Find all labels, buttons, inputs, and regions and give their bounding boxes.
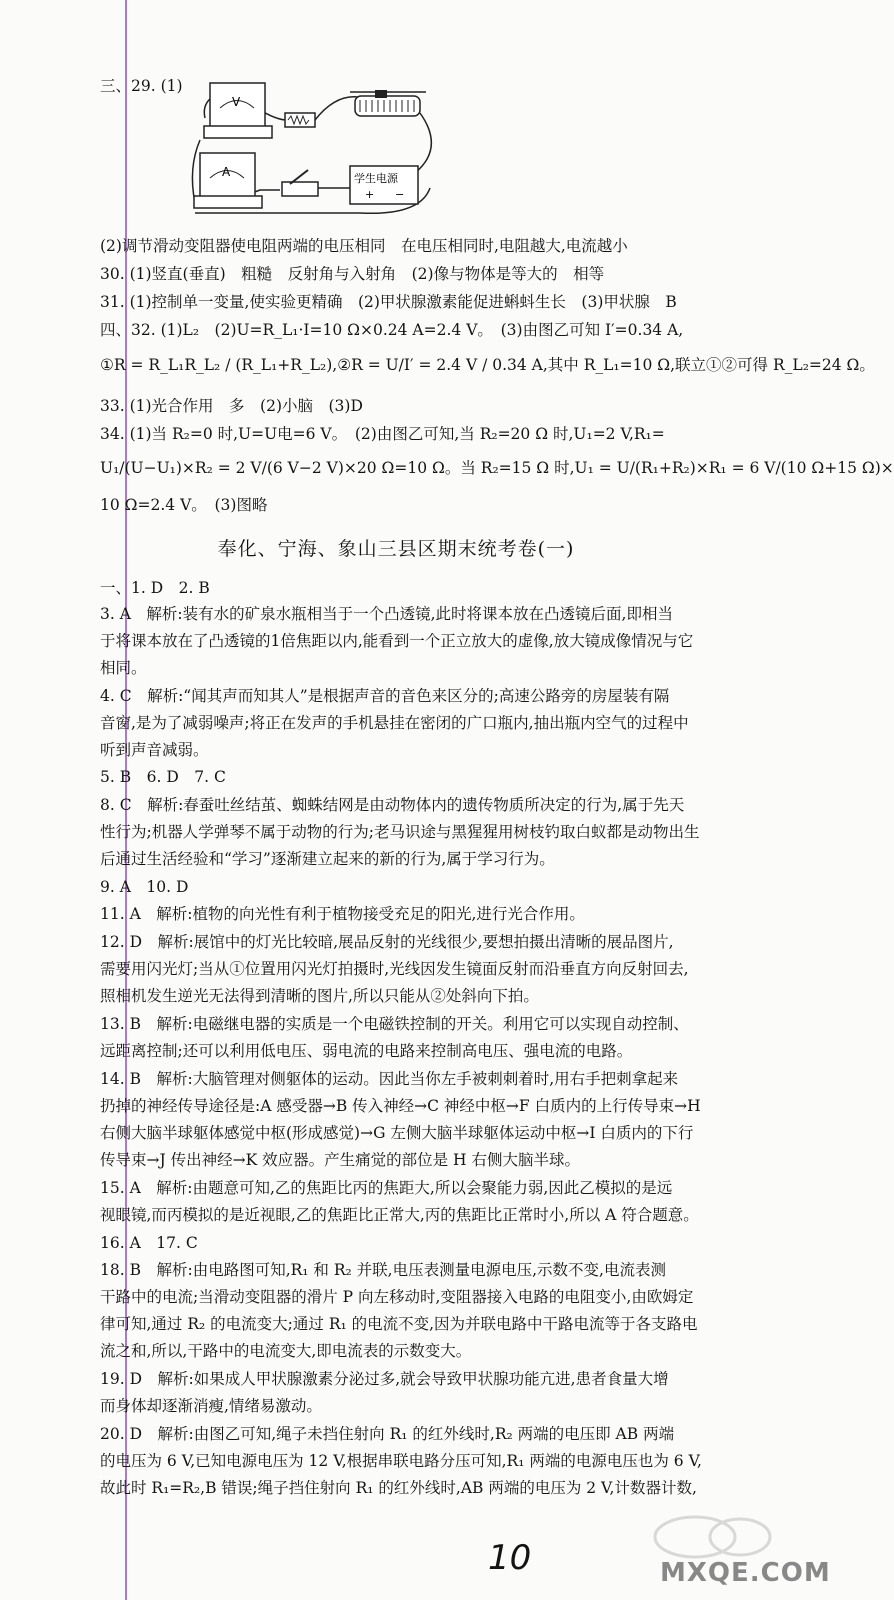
- text-line-a3-2: 于将课本放在了凸透镜的1倍焦距以内,能看到一个正立放大的虚像,放大镜成像情况与它: [100, 632, 694, 650]
- svg-text:+: +: [365, 188, 375, 201]
- text-line-a18-2: 干路中的电流;当滑动变阻器的滑片 P 向左移动时,变阻器接入电路的电阻变小,由欧姆定: [100, 1288, 694, 1306]
- text-line-a14-1: 14. B 解析:大脑管理对侧躯体的运动。因此当你左手被刺刺着时,用右手把刺拿起来: [100, 1070, 679, 1088]
- text-line-a3-3: 相同。: [100, 659, 147, 677]
- text-line-q32-2: ①R = R_L₁R_L₂ / (R_L₁+R_L₂),②R = U/I′ = 2.4 V / 0.34 A,其中 R_L₁=10 Ω,联立①②可得 R_L₂=24 Ω。: [100, 356, 875, 374]
- voltmeter-label: V: [232, 95, 241, 109]
- circuit-diagram: [190, 78, 440, 218]
- text-line-a14-3: 右侧大脑半球躯体感觉中枢(形成感觉)→G 左侧大脑半球躯体运动中枢→I 白质内的下行: [100, 1124, 694, 1142]
- text-line-a8-3: 后通过生活经验和“学习”逐渐建立起来的新的行为,属于学习行为。: [100, 850, 555, 868]
- text-line-a4-1: 4. C 解析:“闻其声而知其人”是根据声音的音色来区分的;高速公路旁的房屋装有隔: [100, 687, 670, 705]
- text-line-a13-2: 远距离控制;还可以利用低电压、弱电流的电路来控制高电压、强电流的电路。: [100, 1042, 633, 1060]
- voltmeter: [204, 83, 272, 138]
- ammeter: [194, 153, 262, 208]
- text-line-a18-3: 律可知,通过 R₂ 的电流变大;通过 R₁ 的电流不变,因为并联电路中干路电流等于各支路电: [100, 1315, 698, 1333]
- text-line-a14-4: 传导束→J 传出神经→K 效应器。产生痛觉的部位是 H 右侧大脑半球。: [100, 1151, 580, 1169]
- svg-text:−: −: [395, 188, 405, 201]
- page-number: 10: [488, 1538, 532, 1578]
- text-line-q34-1: 34. (1)当 R₂=0 时,U=U电=6 V。 (2)由图乙可知,当 R₂=20 Ω 时,U₁=2 V,R₁=: [100, 425, 665, 443]
- text-line-q29-1: 三、29. (1): [100, 77, 183, 95]
- text-line-a8-2: 性行为;机器人学弹琴不属于动物的行为;老马识途与黑猩猩用树枝钓取白蚁都是动物出生: [100, 823, 700, 841]
- text-line-a16: 16. A 17. C: [100, 1234, 198, 1252]
- text-line-a4-3: 听到声音减弱。: [100, 741, 209, 759]
- text-line-a20-3: 故此时 R₁=R₂,B 错误;绳子挡住射向 R₁ 的红外线时,AB 两端的电压为 2 V,计数器计数,: [100, 1479, 697, 1497]
- exam-title: 奉化、宁海、象山三县区期末统考卷(一): [217, 538, 575, 560]
- text-line-q32-1: 四、32. (1)L₂ (2)U=R_L₁·I=10 Ω×0.24 A=2.4 V。 (3)由图乙可知 I′=0.34 A,: [100, 321, 684, 339]
- text-line-a15-1: 15. A 解析:由题意可知,乙的焦距比丙的焦距大,所以会聚能力弱,因此乙模拟的是远: [100, 1179, 673, 1197]
- text-line-a9: 9. A 10. D: [100, 878, 189, 896]
- text-line-a1: 一、1. D 2. B: [100, 579, 210, 597]
- text-line-a12-1: 12. D 解析:展馆中的灯光比较暗,展品反射的光线很少,要想拍摄出清晰的展品图片,: [100, 933, 674, 951]
- text-line-a11: 11. A 解析:植物的向光性有利于植物接受充足的阳光,进行光合作用。: [100, 905, 585, 923]
- text-line-a13-1: 13. B 解析:电磁继电器的实质是一个电磁铁控制的开关。利用它可以实现自动控制、: [100, 1015, 689, 1033]
- text-line-a12-3: 照相机发生逆光无法得到清晰的图片,所以只能从②处斜向下拍。: [100, 987, 539, 1005]
- power-supply-label: 学生电源: [354, 172, 398, 185]
- text-line-a14-2: 扔掉的神经传导途径是:A 感受器→B 传入神经→C 神经中枢→F 白质内的上行传导束→H: [100, 1097, 701, 1115]
- text-line-a20-1: 20. D 解析:由图乙可知,绳子未挡住射向 R₁ 的红外线时,R₂ 两端的电压即 AB 两端: [100, 1425, 675, 1443]
- ammeter-label: A: [222, 165, 231, 179]
- switch: [282, 170, 318, 196]
- text-line-a5: 5. B 6. D 7. C: [100, 768, 226, 786]
- text-line-a18-1: 18. B 解析:由电路图可知,R₁ 和 R₂ 并联,电压表测量电源电压,示数不变,电流表测: [100, 1261, 666, 1279]
- text-line-q31: 31. (1)控制单一变量,使实验更精确 (2)甲状腺激素能促进蝌蚪生长 (3)甲状腺 B: [100, 293, 677, 311]
- rheostat: [350, 90, 426, 116]
- text-line-q33: 33. (1)光合作用 多 (2)小脑 (3)D: [100, 397, 363, 415]
- text-line-a4-2: 音窗,是为了减弱噪声;将正在发声的手机悬挂在密闭的广口瓶内,抽出瓶内空气的过程中: [100, 714, 689, 732]
- text-line-a15-2: 视眼镜,而丙模拟的是近视眼,乙的焦距比正常大,丙的焦距比正常时小,所以 A 符合题意。: [100, 1206, 699, 1224]
- text-line-q29-2: (2)调节滑动变阻器使电阻两端的电压相同 在电压相同时,电阻越大,电流越小: [100, 237, 628, 255]
- text-line-a12-2: 需要用闪光灯;当从①位置用闪光灯拍摄时,光线因发生镜面反射而沿垂直方向反射回去,: [100, 960, 689, 978]
- text-line-a18-4: 流之和,所以,干路中的电流变大,即电流表的示数变大。: [100, 1342, 472, 1360]
- text-line-a19-2: 而身体却逐渐消瘦,情绪易激动。: [100, 1397, 322, 1415]
- power-supply: [350, 166, 418, 204]
- watermark-text: MXQE.COM: [660, 1558, 831, 1588]
- text-line-a20-2: 的电压为 6 V,已知电源电压为 12 V,根据串联电路分压可知,R₁ 两端的电源电压也为 6 V,: [100, 1452, 702, 1470]
- text-line-a8-1: 8. C 解析:春蚕吐丝结茧、蜘蛛结网是由动物体内的遗传物质所决定的行为,属于先天: [100, 796, 685, 814]
- resistor: [285, 113, 315, 127]
- text-line-a3-1: 3. A 解析:装有水的矿泉水瓶相当于一个凸透镜,此时将课本放在凸透镜后面,即相当: [100, 605, 673, 623]
- text-line-a19-1: 19. D 解析:如果成人甲状腺激素分泌过多,就会导致甲状腺功能亢进,患者食量大增: [100, 1370, 669, 1388]
- text-line-q30: 30. (1)竖直(垂直) 粗糙 反射角与入射角 (2)像与物体是等大的 相等: [100, 265, 605, 283]
- text-line-q34-2: U₁/(U−U₁)×R₂ = 2 V/(6 V−2 V)×20 Ω=10 Ω。当 R₂=15 Ω 时,U₁ = U/(R₁+R₂)×R₁ = 6 V/(10 Ω+15 Ω)×: [100, 459, 894, 477]
- text-line-q34-3: 10 Ω=2.4 V。 (3)图略: [100, 496, 268, 514]
